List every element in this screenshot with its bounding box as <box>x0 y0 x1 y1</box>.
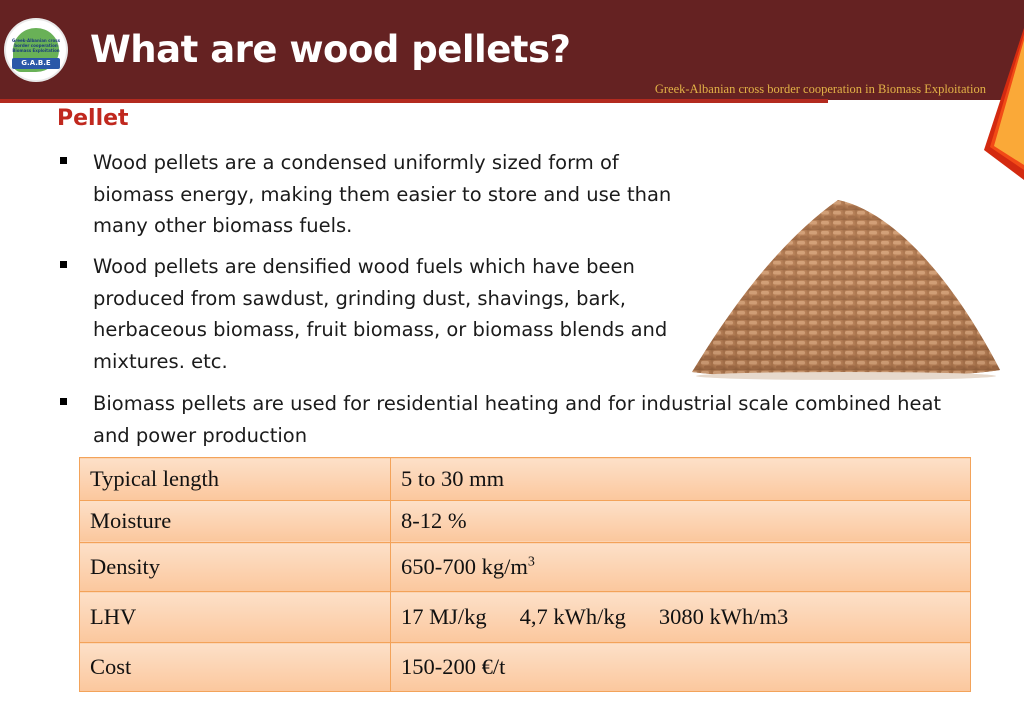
property-value: 150-200 €/t <box>391 643 971 692</box>
section-heading: Pellet <box>57 106 129 131</box>
corner-decoration <box>964 0 1024 180</box>
lhv-mj-value: 17 MJ/kg <box>401 604 487 630</box>
bullet-densified <box>93 251 683 377</box>
bullet-text: Wood pellets are densified wood fuels which have been produced from sawdust, grinding dust, shavings, bark, herbaceous biomass, fruit biomass, or biomass blends and mixtures. etc. <box>93 255 668 373</box>
density-value: 650-700 kg/m <box>401 554 528 580</box>
bullet-square-icon <box>60 157 67 164</box>
property-name: Density <box>80 543 391 592</box>
table-row <box>80 543 971 592</box>
logo-caption: Greek-Albanian cross border cooperation Biomass Exploitation <box>11 38 61 53</box>
table-row <box>80 500 971 543</box>
lhv-kwh-m3-value: 3080 kWh/m3 <box>658 604 789 630</box>
slide-title: What are wood pellets? <box>90 28 571 71</box>
property-value: 5 to 30 mm <box>391 458 971 501</box>
bullet-text: Biomass pellets are used for residential heating and for industrial scale combined heat and power production <box>93 392 942 447</box>
pellet-properties-table <box>79 457 971 692</box>
property-name: Typical length <box>80 458 391 501</box>
lhv-kwh-value: 4,7 kWh/kg <box>519 604 626 630</box>
slide-subtitle: Greek-Albanian cross border cooperation in Biomass Exploitation <box>654 82 986 96</box>
table-row <box>80 458 971 501</box>
property-name: Cost <box>80 643 391 692</box>
bullet-square-icon <box>60 398 67 405</box>
wood-pellets-image <box>688 180 1003 380</box>
property-name: LHV <box>80 592 391 643</box>
bullet-condensed <box>93 147 683 242</box>
bullet-usage <box>93 388 973 451</box>
property-name: Moisture <box>80 500 391 543</box>
gabe-logo <box>6 20 66 80</box>
property-value <box>391 543 971 592</box>
density-exponent: 3 <box>527 554 535 570</box>
logo-name: G.A.B.E <box>12 58 60 69</box>
bullet-square-icon <box>60 261 67 268</box>
property-value <box>391 592 971 643</box>
bullet-text: Wood pellets are a condensed uniformly sized form of biomass energy, making them easier to store and use than many other biomass fuels. <box>93 151 672 237</box>
property-value: 8-12 % <box>391 500 971 543</box>
table-row <box>80 592 971 643</box>
table-row <box>80 643 971 692</box>
title-underline <box>0 99 828 103</box>
